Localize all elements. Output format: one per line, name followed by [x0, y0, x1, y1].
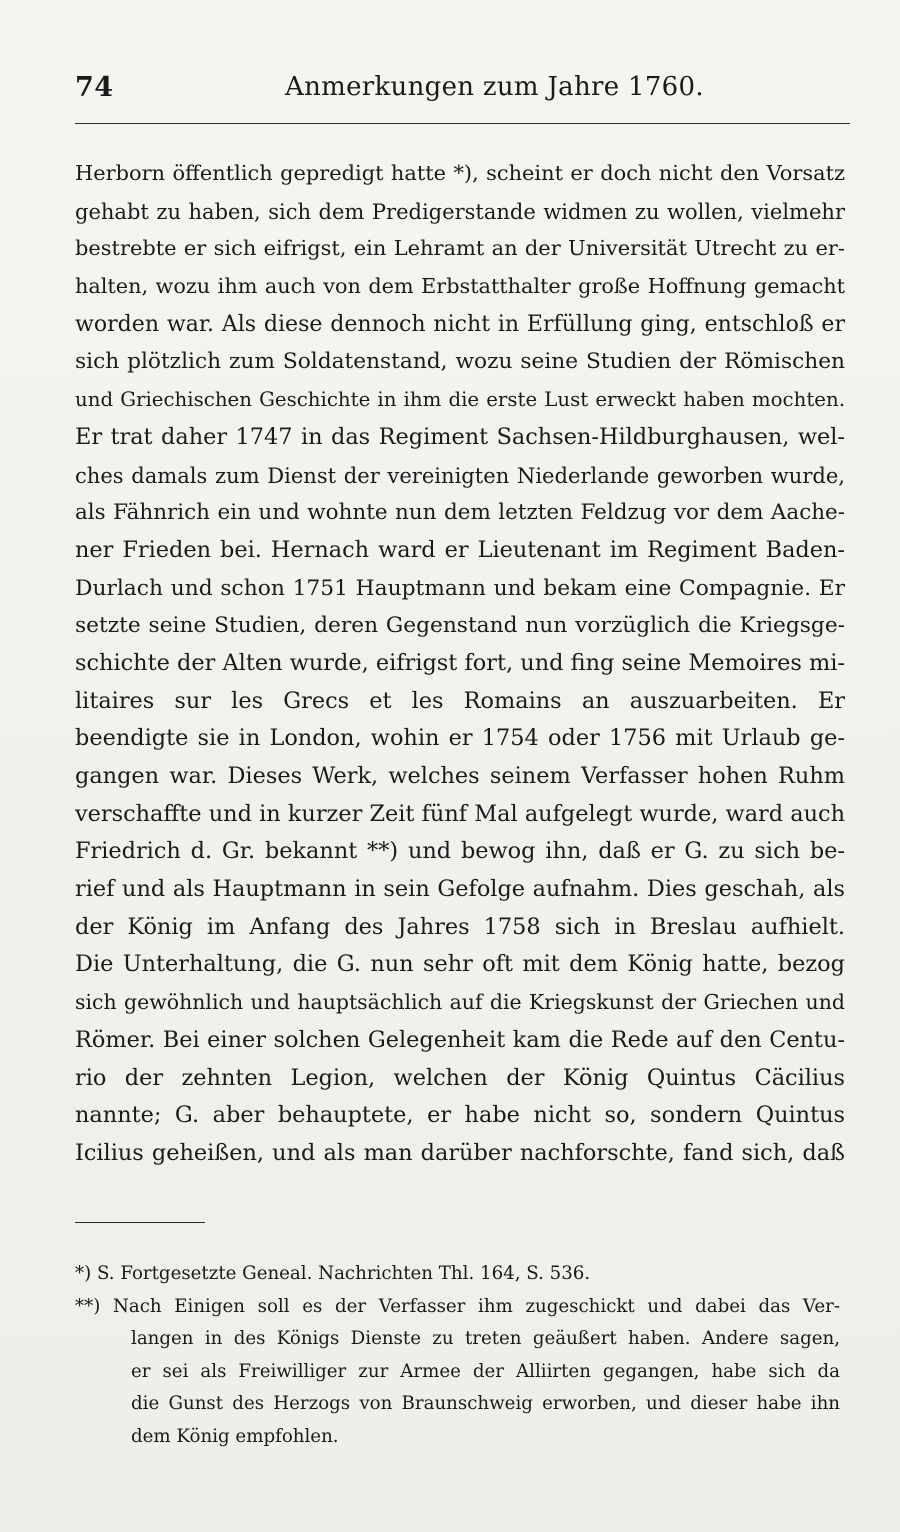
text-line: sich plötzlich zum Soldatenstand, wozu seine Studien der Römischen	[75, 349, 845, 375]
text-line: nannte; G. aber behauptete, er habe nicht so, sondern Quintus	[75, 1102, 845, 1129]
text-line: verschaffte und in kurzer Zeit fünf Mal aufgelegt wurde, ward auch	[75, 800, 845, 827]
text-line: bestrebte er sich eifrigst, ein Lehramt an der Universität Utrecht zu er-	[75, 236, 845, 261]
main-text	[75, 155, 845, 1173]
footnote-2-line: langen in des Königs Dienste zu treten geäußert haben. Andere sagen,	[131, 1328, 840, 1350]
text-line: Friedrich d. Gr. bekannt **) und bewog ihn, daß er G. zu sich be-	[75, 838, 845, 865]
text-line: Die Unterhaltung, die G. nun sehr oft mit dem König hatte, bezog	[75, 951, 845, 978]
page-header	[75, 72, 845, 112]
text-line: Er trat daher 1747 in das Regiment Sachsen-Hildburghausen, wel-	[75, 423, 845, 450]
text-line: beendigte sie in London, wohin er 1754 oder 1756 mit Urlaub ge-	[75, 725, 845, 752]
text-line: gangen war. Dieses Werk, welches seinem Verfasser hohen Ruhm	[75, 763, 845, 789]
text-line: Römer. Bei einer solchen Gelegenheit kam die Rede auf den Centu-	[75, 1026, 845, 1053]
text-line: gehabt zu haben, sich dem Predigerstande widmen zu wollen, vielmehr	[75, 198, 845, 224]
text-line: Herborn öffentlich gepredigt hatte *), scheint er doch nicht den Vorsatz	[75, 161, 845, 185]
footnote-rule	[75, 1222, 205, 1223]
text-line: setzte seine Studien, deren Gegenstand nun vorzüglich die Kriegsge-	[75, 613, 845, 639]
page-number: 74	[75, 72, 114, 103]
text-line: und Griechischen Geschichte in ihm die erste Lust erweckt haben mochten.	[75, 388, 845, 412]
footnote-2-line: **) Nach Einigen soll es der Verfasser ihm zugeschickt und dabei das Ver-	[75, 1295, 840, 1317]
header-rule	[75, 123, 850, 124]
text-line: schichte der Alten wurde, eifrigst fort, und fing seine Memoires mi-	[75, 649, 845, 676]
text-line: Durlach und schon 1751 Hauptmann und bekam eine Compagnie. Er	[75, 575, 845, 601]
text-line: rief und als Hauptmann in sein Gefolge aufnahm. Dies geschah, als	[75, 876, 845, 903]
text-line: sich gewöhnlich und hauptsächlich auf die Kriegskunst der Griechen und	[75, 990, 845, 1015]
text-line: als Fähnrich ein und wohnte nun dem letzten Feldzug vor dem Aache-	[75, 500, 845, 526]
text-line: ches damals zum Dienst der vereinigten Niederlande geworben wurde,	[75, 462, 845, 488]
footnote-2-line: dem König empfohlen.	[131, 1425, 339, 1447]
running-head: Anmerkungen zum Jahre 1760.	[285, 72, 704, 102]
footnote-2-line: die Gunst des Herzogs von Braunschweig erworben, und dieser habe ihn	[131, 1393, 840, 1415]
text-line: ner Frieden bei. Hernach ward er Lieutenant im Regiment Baden-	[75, 536, 845, 563]
text-line: der König im Anfang des Jahres 1758 sich in Breslau aufhielt.	[75, 913, 845, 940]
text-line: halten, wozu ihm auch von dem Erbstatthalter große Hoffnung gemacht	[75, 274, 845, 299]
text-line: rio der zehnten Legion, welchen der König Quintus Cäcilius	[75, 1064, 845, 1091]
footnote-2-line: er sei als Freiwilliger zur Armee der Alliirten gegangen, habe sich da	[131, 1360, 840, 1382]
text-line: Icilius geheißen, und als man darüber nachforschte, fand sich, daß	[75, 1139, 845, 1166]
footnotes	[75, 1258, 840, 1454]
text-line: worden war. Als diese dennoch nicht in Erfüllung ging, entschloß er	[75, 311, 845, 337]
text-line: litaires sur les Grecs et les Romains an auszuarbeiten. Er	[75, 687, 845, 714]
footnote-1: *) S. Fortgesetzte Geneal. Nachrichten Thl. 164, S. 536.	[75, 1263, 591, 1284]
